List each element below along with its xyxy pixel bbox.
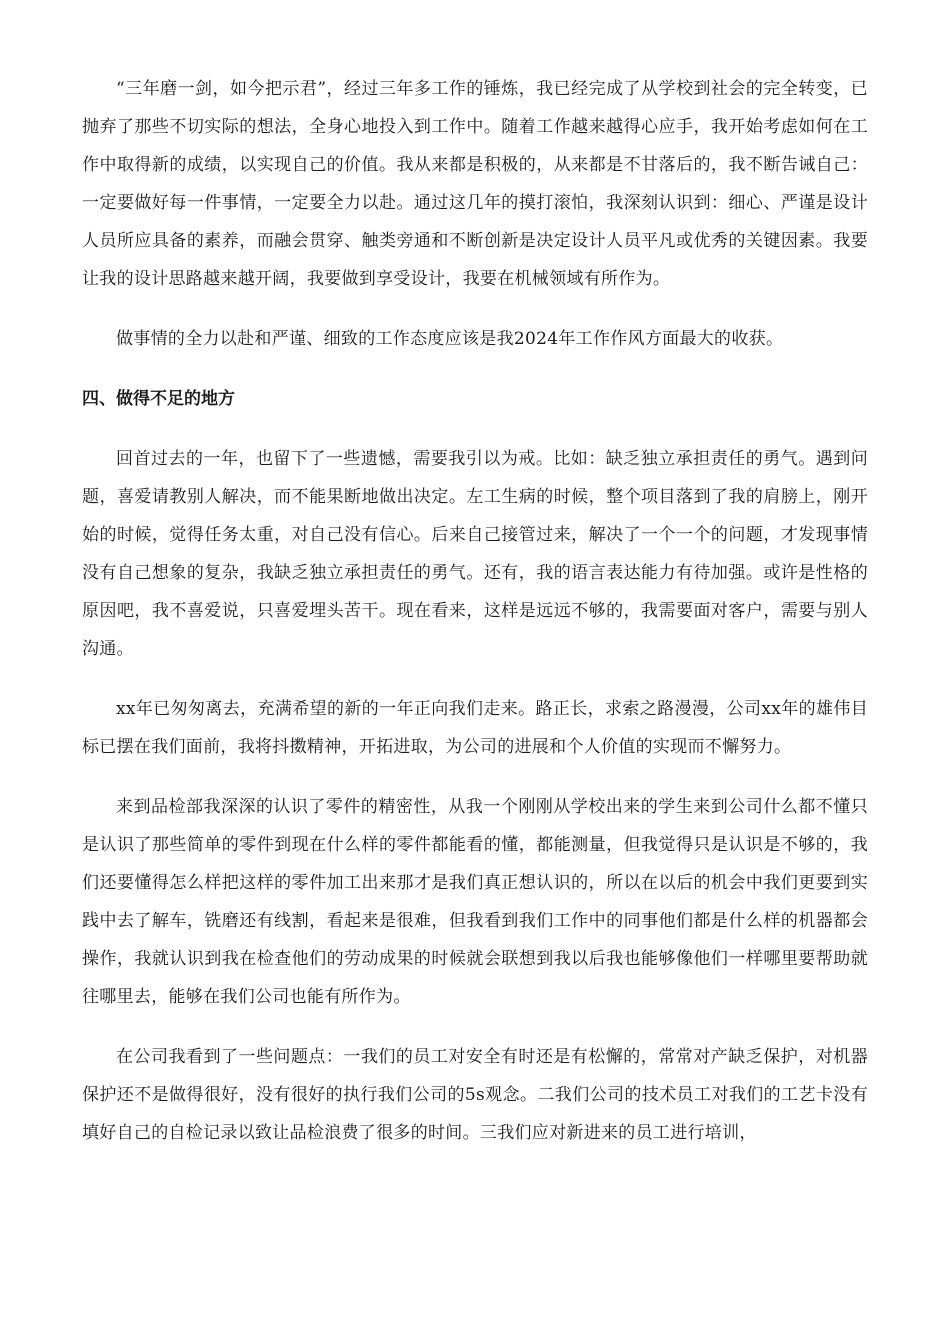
- document-page: [82, 70, 868, 1174]
- paragraph-quality-inspection: 来到品检部我深深的认识了零件的精密性，从我一个刚刚从学校出来的学生来到公司什么都不懂只是认识了那些简单的零件到现在什么样的零件都能看的懂，都能测量，但我觉得只是认识是不够的，我们还要懂得怎么样把这样的零件加工出来那才是我们真正想认识的，所以在以后的机会中我们更要到实践中去了解车，铣磨还有线割，看起来是很难，但我看到我们工作中的同事他们都是什么样的机器都会操作，我就认识到我在检查他们的劳动成果的时候就会联想到我以后我也能够像他们一样哪里要帮助就往哪里去，能够在我们公司也能有所作为。: [82, 797, 868, 1007]
- paragraph-shortcomings: 回首过去的一年，也留下了一些遗憾，需要我引以为戒。比如：缺乏独立承担责任的勇气。遇到问题，喜爱请教别人解决，而不能果断地做出决定。左工生病的时候，整个项目落到了我的肩膀上，刚开始的时候，觉得任务太重，对自己没有信心。后来自己接管过来，解决了一个一个的问题，才发现事情没有自己想象的复杂，我缺乏独立承担责任的勇气。还有，我的语言表达能力有待加强。或许是性格的原因吧，我不喜爱说，只喜爱埋头苦干。现在看来，这样是远远不够的，我需要面对客户，需要与别人沟通。: [82, 449, 868, 659]
- paragraph-problems: 在公司我看到了一些问题点：一我们的员工对安全有时还是有松懈的，常常对产缺乏保护，对机器保护还不是做得很好，没有很好的执行我们公司的5s观念。二我们公司的技术员工对我们的工艺卡没有填好自己的自检记录以致让品检浪费了很多的时间。三我们应对新进来的员工进行培训，: [82, 1047, 868, 1143]
- paragraph-reflection: “三年磨一剑，如今把示君”，经过三年多工作的锤炼，我已经完成了从学校到社会的完全转变，已抛弃了那些不切实际的想法，全身心地投入到工作中。随着工作越来越得心应手，我开始考虑如何在工作中取得新的成绩，以实现自己的价值。我从来都是积极的，从来都是不甘落后的，我不断告诫自己：一定要做好每一件事情，一定要全力以赴。通过这几年的摸打滚怕，我深刻认识到：细心、严谨是设计人员所应具备的素养，而融会贯穿、触类旁通和不断创新是决定设计人员平凡或优秀的关键因素。我要让我的设计思路越来越开阔，我要做到享受设计，我要在机械领域有所作为。: [82, 79, 868, 289]
- paragraph-harvest: 做事情的全力以赴和严谨、细致的工作态度应该是我2024年工作作风方面最大的收获。: [116, 329, 784, 349]
- paragraph-new-year: xx年已匆匆离去，充满希望的新的一年正向我们走来。路正长，求索之路漫漫，公司xx年的雄伟目标已摆在我们面前，我将抖擞精神，开拓进取，为公司的进展和个人价值的实现而不懈努力。: [82, 699, 868, 757]
- section-heading: 四、做得不足的地方: [82, 389, 235, 409]
